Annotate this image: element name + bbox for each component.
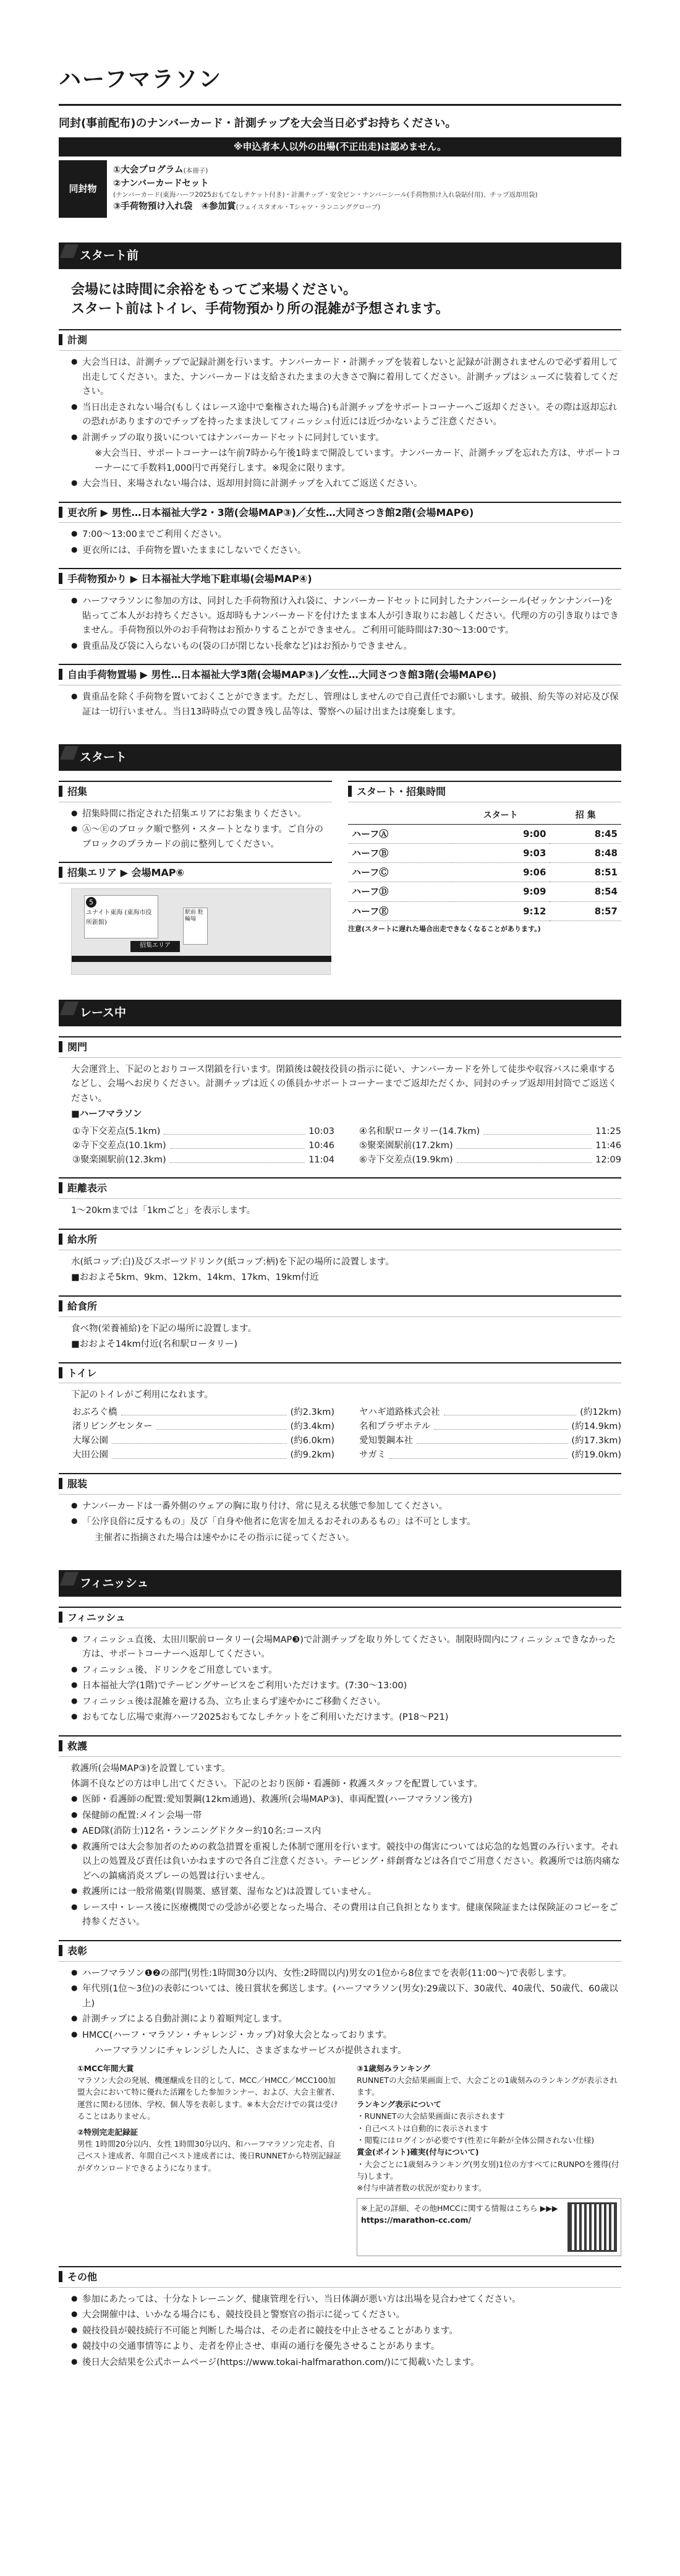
kyugo-8: ● レース中・レース後に医療機関での受診が必要となった場合、その費用は自己負担となります。健康保険証または保険証のコピーをご持参ください。 [71, 1901, 621, 1930]
kyusui-1: 水(紙コップ:白)及びスポーツドリンク(紙コップ:柄)を下記の場所に設置します。 [71, 1256, 394, 1267]
assembly-map [71, 888, 331, 975]
toilet-row: サガミ (約19.0km) [359, 1448, 621, 1462]
start-time: 9:09 [451, 882, 550, 901]
start-note: 注意(スタートに遅れた場合出走できなくなることがあります。) [348, 925, 541, 933]
warning-bar: ※申込者本人以外の出場(不正出走)は認めません。 [59, 137, 621, 156]
fukuso-2: ● 「公序良俗に反するもの」及び「自身や他者に危害を加えるおそれのあるもの」は不可とします。 [71, 1515, 621, 1529]
call-time: 8:45 [550, 824, 621, 843]
item-1: ①大会プログラム [113, 165, 184, 175]
map-building: 5 ユナイト東海 (東海市役所新館) [84, 895, 158, 938]
fin-3: ● 日本福祉大学(1階)でテーピングサービスをご利用いただけます。(7:30〜13:00) [71, 1679, 621, 1693]
call-time: 8:57 [550, 901, 621, 921]
kyugo-5: ● AED隊(消防士)12名・ランニングドクター約10名:コース内 [71, 1824, 621, 1839]
block-label: ハーフⒷ [348, 843, 451, 862]
sub-kyushoku: 給食所 [59, 1295, 621, 1317]
map-road [72, 956, 331, 962]
sub-ttitle: スタート・招集時間 [348, 781, 621, 802]
jiyu-1: ● 貴重品を除く手荷物を置いておくことができます。ただし、管理はしませんので自己責任でお願いします。破損、紛失等の対応及び保証は一切行いません。当日13時時点での置き残し品等は、警察への届け出または廃棄します。 [71, 690, 621, 719]
start-time-row [348, 901, 621, 921]
kyori-text: 1〜20kmまでは「1kmごと」を表示します。 [71, 1206, 256, 1216]
sub-kyugo: 救護 [59, 1735, 621, 1757]
keisoku-1: ● 大会当日は、計測チップで記録計測を行います。ナンバーカード・計測チップを装着しないと記録が計測されませんので必ず着用して出走してください。また、ナンバーカードは支給されたままの大きさで胸に着用してください。計測チップはシューズに装着してください。 [71, 356, 621, 399]
sub-fin: フィニッシュ [59, 1607, 621, 1628]
sub-area: 招集エリア ▶ 会場MAP⑥ [59, 862, 332, 883]
hyosho-2: ● 年代別(1位〜3位)の表彰については、後日賞状を郵送します。(ハーフマラソン(男女):29歳以下、30歳代、40歳代、50歳代、60歳以上) [71, 1982, 621, 2011]
toilet-list [72, 1406, 621, 1463]
keisoku-2: ● 当日出走されない場合(もしくはレース途中で棄権された場合)も計測チップをサポートコーナーへご返却ください。その際は返却忘れの恐れがありますのでチップを持ったまま決してフィニッシュ付近には近づかないようご注意ください。 [71, 401, 621, 430]
map-area-label: 招集エリア [130, 941, 180, 952]
sub-nimotsu: 手荷物預かり ▶ 日本福祉大学地下駐車場(会場MAP④) [59, 568, 621, 590]
block-label: ハーフⒶ [348, 824, 451, 843]
fukuso-3: 主催者に指摘された場合は速やかにその指示に従ってください。 [95, 1532, 355, 1543]
lead: 会場には時間に余裕をもってご来場ください。 スタート前はトイレ、手荷物預かり所の混雑が予想されます。 [71, 281, 449, 317]
qr-code-icon [567, 2202, 617, 2252]
hmcc-url[interactable]: https://marathon-cc.com/ [361, 2215, 472, 2225]
kyugo-4: ● 保健師の配置:メイン会場一帯 [71, 1809, 621, 1823]
gate-list [72, 1125, 621, 1168]
hmcc-link-box: ※上記の詳細、その他HMCCに関する情報はこちら ▶▶▶ https://marathon-cc.com/ [357, 2198, 621, 2256]
start-time-row [348, 882, 621, 901]
item-2-note: (ナンバーカード(東海ハーフ2025おもてなしチケット付き)・計測チップ・安全ピン・ナンバーシール(手荷物預け入れ袋貼付用)、チップ返却用袋) [113, 191, 538, 199]
kyugo-3: ● 医師・看護師の配置:愛知製鋼(12km通過)、救護所(会場MAP③)、車両配置(ハーフマラソン後方) [71, 1793, 621, 1807]
gate-row: ③聚楽園駅前(12.3km) 11:04 [72, 1153, 334, 1167]
start-time: 9:03 [451, 843, 550, 862]
item-4: ④参加賞 [201, 202, 236, 212]
sub-fukuso: 服装 [59, 1473, 621, 1495]
half-label: ■ハーフマラソン [71, 1109, 142, 1120]
toilet-intro: 下記のトイレがご利用になれます。 [71, 1390, 214, 1401]
toilet-row: 大田公園 (約9.2km) [72, 1448, 334, 1462]
toilet-row: 愛知製鋼本社 (約17.3km) [359, 1434, 621, 1448]
block-label: ハーフⒺ [348, 901, 451, 921]
sub-sonota: その他 [59, 2266, 621, 2288]
kyugo-1: 救護所(会場MAP③)を設置しています。 [71, 1763, 231, 1774]
block-label: ハーフⒸ [348, 863, 451, 882]
gate-row: ①寺下交差点(5.1km) 10:03 [72, 1125, 334, 1139]
start-time-row [348, 843, 621, 862]
start-time: 9:12 [451, 901, 550, 921]
kyushoku-1: 食べ物(栄養補給)を下記の場所に設置します。 [71, 1323, 257, 1334]
bring-notice: 同封(事前配布)のナンバーカード・計測チップを大会当日必ずお持ちください。 [59, 117, 457, 131]
hyosho-4a: ハーフマラソンにチャレンジした人に、さまざまなサービスが提供されます。 [95, 2046, 407, 2056]
hyosho-4: ● HMCC(ハーフ・マラソン・チャレンジ・カップ)対象大会となっております。 [71, 2029, 621, 2043]
sub-shuho: 招集 [59, 781, 332, 802]
item-3: ③手荷物預け入れ袋 [113, 202, 193, 212]
enclosed-items [59, 160, 621, 218]
hyosho-3: ● 計測チップによる自動計測により着順判定します。 [71, 2012, 621, 2027]
keisoku-3: ● 計測チップの取り扱いについてはナンバーカードセットに同封しています。 [71, 431, 621, 445]
other-1: ● 参加にあたっては、十分なトレーニング、健康管理を行い、当日体調が悪い方は出場を見合わせてください。 [71, 2293, 621, 2307]
shuho-1: ● 招集時間に指定された招集エリアにお集まりください。 [71, 807, 332, 822]
other-4: ● 競技中の交通事情等により、走者を停止させ、車両の通行を優先させることがあります。 [71, 2340, 621, 2354]
call-time: 8:48 [550, 843, 621, 862]
call-time: 8:51 [550, 863, 621, 882]
nimotsu-2: ● 貴重品及び袋に入らないもの(袋の口が閉じない長傘など)はお預かりできません。 [71, 640, 621, 654]
section-before-start: スタート前 [59, 243, 621, 269]
keisoku-4: ● 大会当日、来場されない場合は、返却用封筒に計測チップを入れてご返送ください。 [71, 477, 621, 491]
kyushoku-2: ■おおよそ14km付近(名和駅ロータリー) [71, 1339, 237, 1350]
hmcc-box: ①MCC年間大賞 マラソン大会の発展、機運醸成を目的として、MCC／HMCC／MCC100加盟大会において特に優れた活躍をした参加ランナー、および、大会主催者、運営に関わる団体、学校、個人等を表彰します。※本大会だけでの賞は受けることはありません。 ②特別完走記録証 男性 1時間20分以内、女性 1時間30分以内、和ハーフマラソン完走者、自己ベスト達成者、年間自己ベスト達成者には、後日RUNNETから特別記録証がダウンロードできるようになります。 ③1歳刻みランキング RUNNETの大会結果画面上で、大会ごとの1歳刻みのランキングが表示されます。 ランキング表示について ・RUNNETの大会結果画面に表示されます ・自己ベストは自動的に表示されます ・閲覧にはログインが必要です(性差に年齢が全体公開されない仕様) 賞金(ポイント)確実(付与について) ・大会ごとに1歳刻みランキング(男女別)1位の方すべてにRUNPOを獲得(付与)します。 ※付与申請者数の状況が変わります。 ※上記の詳細、その他HMCCに関する情報はこちら ▶▶▶ https://marathon-cc.com/ [77, 2063, 621, 2256]
sub-toilet: トイレ [59, 1362, 621, 1384]
fukuso-1: ● ナンバーカードは一番外側のウェアの胸に取り付け、常に見える状態で参加してください。 [71, 1500, 621, 1514]
section-race: レース中 [59, 1000, 621, 1026]
sub-sekisho: 関門 [59, 1036, 621, 1058]
fin-2: ● フィニッシュ後、ドリンクをご用意しています。 [71, 1664, 621, 1678]
gate-row: ⑤聚楽園駅前(17.2km) 11:46 [359, 1139, 621, 1153]
start-time-row [348, 824, 621, 843]
keisoku-3-note: ※大会当日、サポートコーナーは午前7時から午後1時まで開設しています。ナンバーカード、計測チップを忘れた方は、サポートコーナーにて手数料1,000円で再発行します。※現金に限ります。 [95, 449, 621, 473]
other-3: ● 競技役員が競技続行不可能と判断した場合は、その走者に競技を中止させることがあります。 [71, 2324, 621, 2338]
kyugo-7: ● 救護所には一般常備薬(胃腸薬、感冒薬、湿布など)は設置していません。 [71, 1885, 621, 1899]
gate-row: ④名和駅ロータリー(14.7km) 11:25 [359, 1125, 621, 1139]
kyusui-2: ■おおよそ5km、9km、12km、14km、17km、19km付近 [71, 1273, 319, 1283]
section-start: スタート [59, 744, 621, 771]
item-2: ②ナンバーカードセット [113, 178, 209, 189]
sub-jiyu: 自由手荷物置場 ▶ 男性…日本福祉大学3階(会場MAP③)／女性…大同さつき館3階(会場MAP❸) [59, 664, 621, 685]
sub-hyosho: 表彰 [59, 1940, 621, 1962]
toilet-row: 名和プラザホテル (約14.9km) [359, 1420, 621, 1434]
block-label: ハーフⒹ [348, 882, 451, 901]
start-time-row [348, 863, 621, 882]
enclosed-label: 同封物 [59, 160, 107, 218]
sub-keisoku: 計測 [59, 329, 621, 351]
item-4-note: (フェイスタオル・Tシャツ・ランニンググローブ) [236, 204, 381, 212]
shuho-2: ● Ⓐ〜Ⓔのブロック順で整列・スタートとなります。ご自分のブロックのプラカードの前に整列してください。 [71, 823, 332, 852]
title-rule [59, 104, 621, 106]
toilet-row: おぶろぐ橋 (約2.3km) [72, 1406, 334, 1420]
kyugo-6: ● 救護所では大会参加者のための救急措置を重視した体制で運用を行います。競技中の傷害については応急的な処置のみ行います。それ以上の処置及び責任は負いかねますので各自ご注意ください。テーピング・絆創膏などは各自でご用意ください。救護所では筋肉痛などへの鎮痛消炎スプレーの処置は行いません。 [71, 1840, 621, 1884]
kigae-1: ● 7:00〜13:00までご利用ください。 [71, 528, 621, 542]
fin-4: ● フィニッシュ後は混雑を避ける為、立ち止まらず速やかにご移動ください。 [71, 1695, 621, 1709]
kyugo-2: 体調不良などの方は申し出てください。下記のとおり医師・看護師・救護スタッフを配置しています。 [71, 1779, 483, 1789]
item-1-note: (本冊子) [183, 166, 208, 174]
fin-5: ● おもてなし広場で東海ハーフ2025おもてなしチケットをご利用いただけます。(P18〜P21) [71, 1711, 621, 1725]
gate-row: ②寺下交差点(10.1km) 10:46 [72, 1139, 334, 1153]
map-parking: 駅前 駐輪場 [183, 908, 208, 945]
kigae-2: ● 更衣所には、手荷物を置いたままにしないでください。 [71, 544, 621, 558]
sub-kyusui: 給水所 [59, 1229, 621, 1250]
section-finish: フィニッシュ [59, 1570, 621, 1597]
start-time-table: スタート 招 集 ハーフⒶ 9:00 8:45 ハーフⒷ 9:03 8:48 ハーフⒸ 9:06 8:51 ハーフⒹ 9:09 8:54 ハーフⒺ 9:12 8:57 [348, 807, 621, 921]
start-time: 9:06 [451, 863, 550, 882]
hyosho-1: ● ハーフマラソン❶❷の部門(男性:1時間30分以内、女性:2時間以内)男女の1位から8位までを表彰(11:00〜)で表彰します。 [71, 1967, 621, 1981]
toilet-row: 渚リビングセンター (約3.4km) [72, 1420, 334, 1434]
page-title: ハーフマラソン [59, 67, 223, 92]
sub-kigae: 更衣所 ▶ 男性…日本福祉大学2・3階(会場MAP③)／女性…大同さつき館2階(会場MAP❸) [59, 502, 621, 523]
start-time: 9:00 [451, 824, 550, 843]
toilet-row: ヤハギ道路株式会社 (約12km) [359, 1406, 621, 1420]
sub-kyori: 距離表示 [59, 1177, 621, 1199]
gate-row: ⑥寺下交差点(19.9km) 12:09 [359, 1153, 621, 1167]
sekisho-text: 大会運営上、下記のとおりコース閉鎖を行います。閉鎖後は競技役員の指示に従い、ナンバーカードを外して徒歩や収容バスに乗車するなどし、会場へお戻りください。計測チップは近くの係員かサポートコーナーまでご返却ただくか、同封のチップ返却用封筒でご返送ください。 [71, 1064, 618, 1104]
fin-1: ● フィニッシュ直後、太田川駅前ロータリー(会場MAP❸)で計測チップを取り外してください。制限時間内にフィニッシュできなかった方は、サポートコーナーへ返却してください。 [71, 1633, 621, 1662]
other-5: ● 後日大会結果を公式ホームページ(https://www.tokai-halfmarathon.com/)にて掲載いたします。 [71, 2356, 621, 2370]
call-time: 8:54 [550, 882, 621, 901]
toilet-row: 大塚公園 (約6.0km) [72, 1434, 334, 1448]
nimotsu-1: ● ハーフマラソンに参加の方は、同封した手荷物預け入れ袋に、ナンバーカードセットに同封したナンバーシール(ゼッケンナンバー)を貼ってご本人がお持ちください。返却時もナンバーカードを付けたまま本人が引き取りにお越しください。代理の方の引き取りはできません。手荷物預以外のお手荷物はお預かりすることができません。ご利用可能時間は7:30〜13:00です。 [71, 595, 621, 638]
other-2: ● 大会開催中は、いかなる場合にも、競技役員と警察官の指示に従ってください。 [71, 2308, 621, 2322]
